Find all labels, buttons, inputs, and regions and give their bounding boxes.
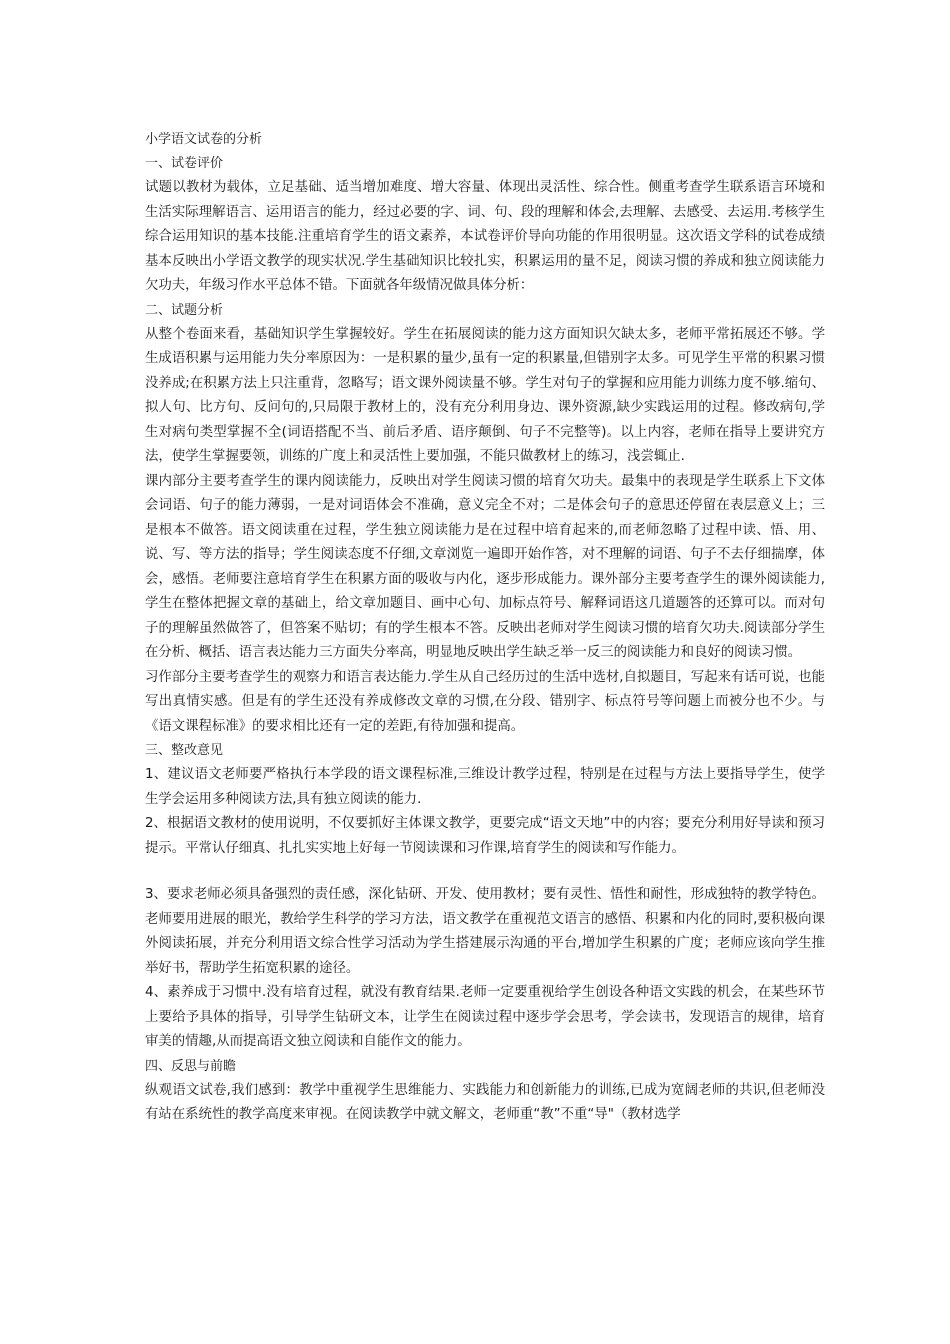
analysis-paragraph-basics: 从整个卷面来看，基础知识学生掌握较好。学生在拓展阅读的能力这方面知识欠缺太多，老师平常拓展还不够。学生成语积累与运用能力失分率原因为：一是积累的量少,虽有一定的积累量,但错别字太多。可见学生平常的积累习惯没养成;在积累方法上只注重背，忽略写；语文课外阅读量不够。学生对句子的掌握和应用能力训练力度不够.缩句、拟人句、比方句、反问句的,只局限于教材上的，没有充分利用身边、课外资源,缺少实践运用的过程。修改病句,学生对病句类型掌握不全(词语搭配不当、前后矛盾、语序颠倒、句子不完整等)。以上内容，老师在指导上要讲究方法，使学生掌握要领，训练的广度上和灵活性上要加强，不能只做教材上的练习，浅尝辄止. bbox=[145, 326, 825, 464]
analysis-paragraph-reading: 课内部分主要考查学生的课内阅读能力，反映出对学生阅读习惯的培育欠功夫。最集中的表现是学生联系上下文体会词语、句子的能力薄弱，一是对词语体会不准确，意义完全不对；二是体会句子的意思还停留在表层意义上；三是根本不做答。语文阅读重在过程，学生独立阅读能力是在过程中培育起来的,而老师忽略了过程中读、悟、用、说、写、等方法的指导；学生阅读态度不仔细,文章浏览一遍即开始作答，对不理解的词语、句子不去仔细揣摩，体会，感悟。老师要注意培育学生在积累方面的吸收与内化，逐步形成能力。课外部分主要考查学生的课外阅读能力,学生在整体把握文章的基础上，给文章加题目、画中心句、加标点符号、解释词语这几道题答的还算可以。而对句子的理解虽然做答了，但答案不贴切；有的学生根本不答。反映出老师对学生阅读习惯的培育欠功夫.阅读部分学生在分析、概括、语言表达能力三方面失分率高，明显地反映出学生缺乏举一反三的阅读能力和良好的阅读习惯。 bbox=[145, 473, 825, 660]
analysis-paragraph-writing: 习作部分主要考查学生的观察力和语言表达能力.学生从自己经历过的生活中选材,自拟题目，写起来有话可说，也能写出真情实感。但是有的学生还没有养成修改文章的习惯,在分段、错别字、标点符号等问题上而被分也不少。与《语文课程标准》的要求相比还有一定的差距,有待加强和提高。 bbox=[145, 669, 825, 734]
section-heading-evaluation: 一、试卷评价 bbox=[145, 156, 224, 171]
section-heading-analysis: 二、试题分析 bbox=[145, 302, 224, 318]
suggestion-item-4: 4、素养成于习惯中.没有培育过程，就没有教育结果.老师一定要重视给学生创设各种语文实践的机会，在某些环节上要给予具体的指导，引导学生钻研文本，让学生在阅读过程中逐步学会思考，学会读书，发现语言的规律，培育审美的情趣,从而提高语文独立阅读和自能作文的能力。 bbox=[145, 985, 825, 1049]
suggestion-item-2: 2、根据语文教材的使用说明，不仅要抓好主体课文教学，更要完成“语文天地”中的内容；要充分利用好导读和预习提示。平常认仔细真、扎扎实实地上好每一节阅读课和习作课,培育学生的阅读和写作能力。 bbox=[145, 816, 825, 856]
suggestion-item-1: 1、建议语文老师要严格执行本学段的语文课程标准,三维设计教学过程，特别是在过程与方法上要指导学生，使学生学会运用多种阅读方法,具有独立阅读的能力. bbox=[145, 767, 825, 807]
document-title: 小学语文试卷的分析 bbox=[145, 132, 263, 147]
section-heading-reflection: 四、反思与前瞻 bbox=[145, 1058, 237, 1074]
suggestion-item-3: 3、要求老师必须具备强烈的责任感，深化钻研、开发、使用教材；要有灵性、悟性和耐性，形成独特的教学特色。老师要用进展的眼光，教给学生科学的学习方法，语文教学在重视范文语言的感悟、积累和内化的同时,要积极向课外阅读拓展，并充分利用语文综合性学习活动为学生搭建展示沟通的平台,增加学生积累的广度；老师应该向学生推举好书，帮助学生拓宽积累的途径。 bbox=[145, 887, 825, 976]
section-heading-suggestions: 三、整改意见 bbox=[145, 743, 224, 758]
evaluation-paragraph: 试题以教材为载体，立足基础、适当增加难度、增大容量、体现出灵活性、综合性。侧重考查学生联系语言环境和生活实际理解语言、运用语言的能力，经过必要的字、词、句、段的理解和体会,去理解、去感受、去运用.考核学生综合运用知识的基本技能.注重培育学生的语文素养，本试卷评价导向功能的作用很明显。这次语文学科的试卷成绩基本反映出小学语文教学的现实状况.学生基础知识比较扎实，积累运用的量不足，阅读习惯的养成和独立阅读能力欠功夫，年级习作水平总体不错。下面就各年级情况做具体分析： bbox=[145, 180, 825, 293]
reflection-paragraph: 纵观语文试卷,我们感到：教学中重视学生思维能力、实践能力和创新能力的训练,已成为宽阔老师的共识,但老师没有站在系统性的教学高度来审视。在阅读教学中就文解文，老师重“教”不重“导"（教材选学 bbox=[145, 1082, 825, 1122]
document-page bbox=[145, 128, 825, 1344]
paragraph-spacer bbox=[145, 861, 825, 883]
